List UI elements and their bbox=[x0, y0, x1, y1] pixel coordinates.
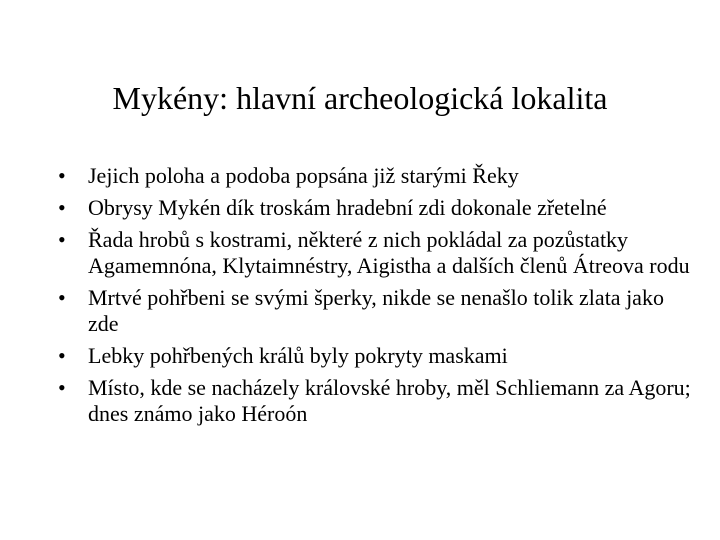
bullet-text: Jejich poloha a podoba popsána již starými Řeky bbox=[88, 163, 519, 188]
bullet-list bbox=[58, 163, 698, 433]
bullet-text: Řada hrobů s kostrami, některé z nich pokládal za pozůstatky Agamemnóna, Klytaimnéstry, Aigistha a dalších členů Átreova rodu bbox=[88, 227, 690, 278]
bullet-icon: • bbox=[58, 343, 66, 368]
bullet-icon: • bbox=[58, 195, 66, 220]
bullet-item bbox=[58, 343, 698, 369]
bullet-text: Mrtvé pohřbeni se svými šperky, nikde se nenašlo tolik zlata jako zde bbox=[88, 285, 664, 336]
bullet-item bbox=[58, 195, 698, 221]
bullet-item bbox=[58, 163, 698, 189]
bullet-item bbox=[58, 227, 698, 279]
bullet-icon: • bbox=[58, 163, 66, 188]
bullet-text: Lebky pohřbených králů byly pokryty maskami bbox=[88, 343, 508, 368]
slide-title: Mykény: hlavní archeologická lokalita bbox=[112, 80, 608, 116]
bullet-item bbox=[58, 375, 698, 427]
bullet-icon: • bbox=[58, 375, 66, 400]
bullet-icon: • bbox=[58, 227, 66, 252]
bullet-icon: • bbox=[58, 285, 66, 310]
bullet-item bbox=[58, 285, 698, 337]
bullet-text: Místo, kde se nacházely královské hroby, měl Schliemann za Agoru; dnes známo jako Héroón bbox=[88, 375, 691, 426]
bullet-text: Obrysy Mykén dík troskám hradební zdi dokonale zřetelné bbox=[88, 195, 607, 220]
